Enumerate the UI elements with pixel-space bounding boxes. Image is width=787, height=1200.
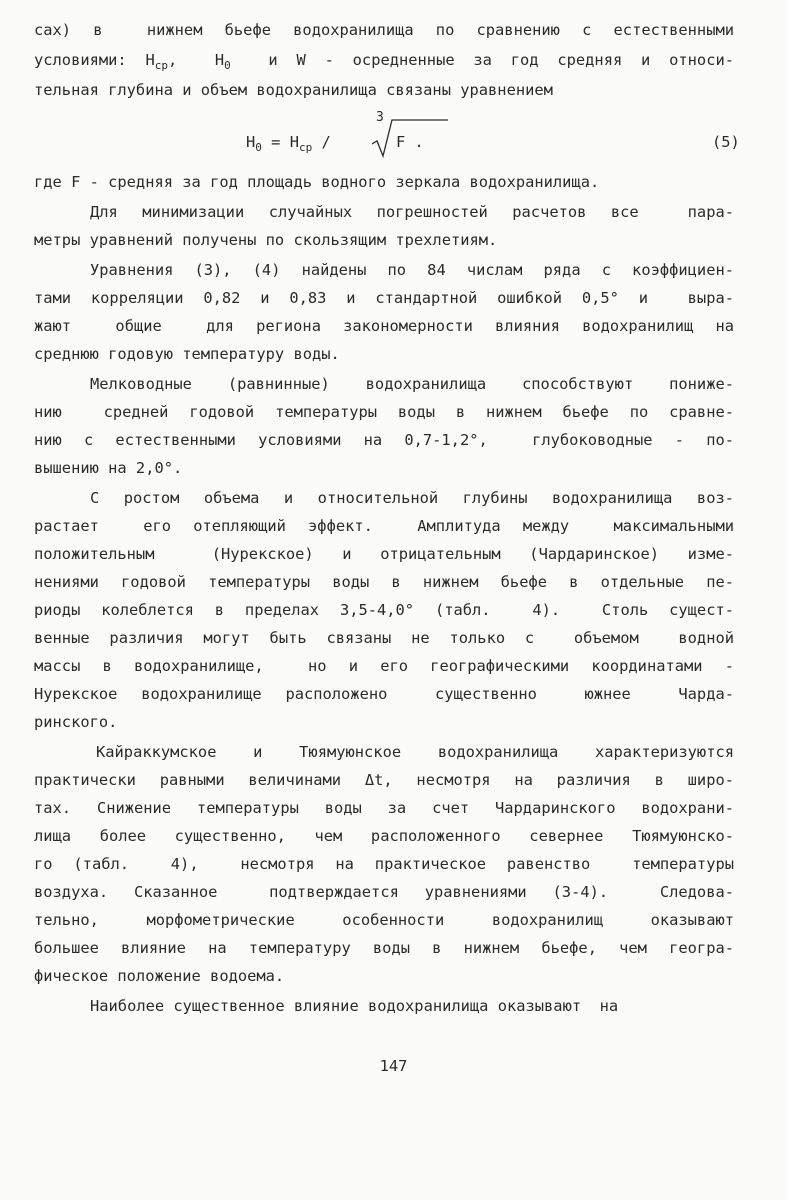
formula-text: = Н — [261, 133, 299, 151]
text-line: фическое положение водоема. — [34, 967, 285, 985]
text-line: ринского. — [34, 713, 118, 731]
text-line: среднюю годовую температуру воды. — [34, 345, 340, 363]
text-line: риоды колеблется в пределах 3,5-4,0° (табл. 4). Столь сущест- — [34, 601, 734, 619]
page-number: 147 — [379, 1057, 408, 1075]
text-line: лища более существенно, чем расположенного севернее Тюямуюнско- — [34, 827, 734, 845]
formula-5 — [0, 112, 787, 172]
text-line: жают общие для региона закономерности влияния водохранилищ на — [34, 317, 734, 335]
text-line: Нурекское водохранилище расположено существенно южнее Чарда- — [34, 685, 734, 703]
text-line: нениями годовой температуры воды в нижнем бьефе в отдельные пе- — [34, 573, 734, 591]
text-line: растает его отепляющий эффект. Амплитуда между максимальными — [34, 517, 734, 535]
formula-expression — [246, 132, 331, 158]
formula-text: Н — [246, 133, 256, 151]
text-line: Мелководные (равнинные) водохранилища способствуют пониже- — [90, 375, 734, 393]
subscript: ср — [154, 59, 168, 72]
text-line: Кайраккумское и Тюямуюнское водохранилища характеризуются — [96, 743, 734, 761]
text-line: Наиболее существенное влияние водохранилища оказывают на — [90, 997, 619, 1015]
text-line: воздуха. Сказанное подтверждается уравнениями (3-4). Следова- — [34, 883, 734, 901]
text-line — [34, 50, 734, 76]
text-line: вышению на 2,0°. — [34, 459, 183, 477]
text-line: тами корреляции 0,82 и 0,83 и стандартной ошибкой 0,5° и выра- — [34, 289, 734, 307]
text-line: тельно, морфометрические особенности водохранилищ оказывают — [34, 911, 734, 929]
text-line: где F - средняя за год площадь водного зеркала водохранилища. — [34, 173, 600, 191]
text-line: нию средней годовой температуры воды в нижнем бьефе по сравне- — [34, 403, 734, 421]
text-line: массы в водохранилище, но и его географическими координатами - — [34, 657, 734, 675]
text-fragment: и W - осредненные за год средняя и относи- — [230, 51, 734, 69]
text-line: метры уравнений получены по скользящим трехлетиям. — [34, 231, 498, 249]
text-fragment: условиями: Н — [34, 51, 155, 69]
text-line: венные различия могут быть связаны не только с объемом водной — [34, 629, 734, 647]
radicand: F . — [396, 133, 424, 151]
text-line: го (табл. 4), несмотря на практическое равенство температуры — [34, 855, 734, 873]
text-line: Для минимизации случайных погрешностей расчетов все пара- — [90, 203, 734, 221]
formula-text: / — [312, 133, 331, 151]
subscript: ср — [298, 141, 313, 154]
text-line: сах) в нижнем бьефе водохранилища по сравнению с естественными — [34, 21, 734, 39]
subscript: 0 — [255, 141, 262, 154]
text-line: большее влияние на температуру воды в нижнем бьефе, чем геогра- — [34, 939, 734, 957]
text-line: тельная глубина и объем водохранилища связаны уравнением — [34, 81, 553, 99]
equation-number: (5) — [712, 133, 740, 151]
text-line: Уравнения (3), (4) найдены по 84 числам ряда с коэффициен- — [90, 261, 734, 279]
root-index: 3 — [376, 110, 384, 125]
subscript: 0 — [224, 59, 231, 72]
text-line: С ростом объема и относительной глубины водохранилища воз- — [90, 489, 734, 507]
text-line: тах. Снижение температуры воды за счет Чардаринского водохрани- — [34, 799, 734, 817]
text-line: практически равными величинами Δt, несмотря на различия в широ- — [34, 771, 734, 789]
text-line: положительным (Нурекское) и отрицательным (Чардаринское) изме- — [34, 545, 734, 563]
text-fragment: , Н — [168, 51, 225, 69]
text-line: нию с естественными условиями на 0,7-1,2°, глубоководные - по- — [34, 431, 734, 449]
